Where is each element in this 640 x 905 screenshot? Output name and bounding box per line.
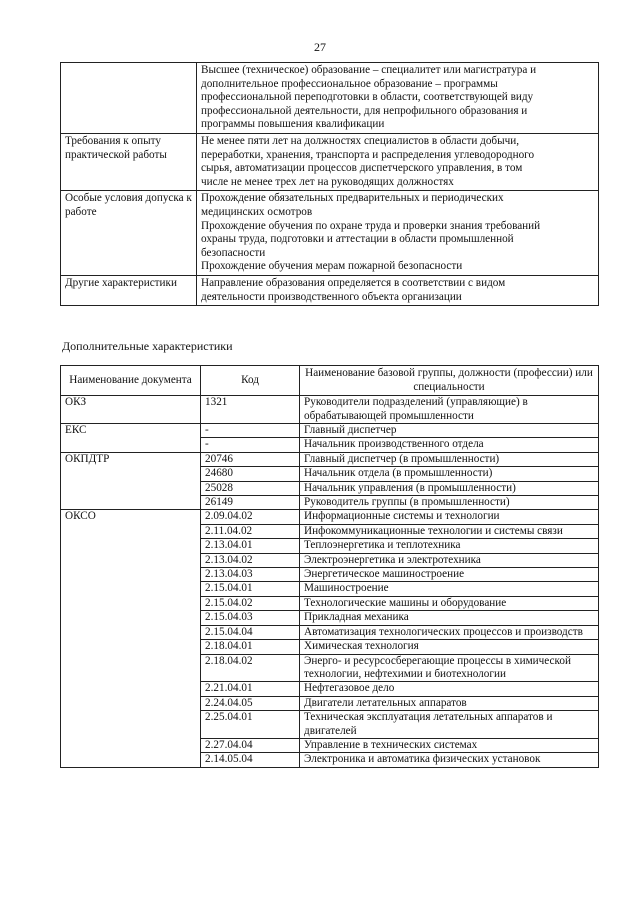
name-cell: Инфокоммуникационные технологии и системы связи (300, 524, 599, 538)
code-cell: 2.21.04.01 (201, 682, 300, 696)
name-cell: Главный диспетчер (300, 424, 599, 438)
name-cell: Руководитель группы (в промышленности) (300, 496, 599, 510)
requirement-label: Другие характеристики (61, 275, 197, 305)
requirement-label: Требования к опыту практической работы (61, 133, 197, 190)
table-row (61, 510, 599, 524)
name-cell: Двигатели летательных аппаратов (300, 696, 599, 710)
requirement-line: Прохождение обучения по охране труда и проверки знания требований (201, 219, 541, 232)
name-cell: Нефтегазовое дело (300, 682, 599, 696)
section-heading: Дополнительные характеристики (62, 339, 233, 353)
code-cell: 2.25.04.01 (201, 711, 300, 739)
code-cell: 2.14.05.04 (201, 753, 300, 767)
code-cell: 2.15.04.01 (201, 582, 300, 596)
name-cell: Химическая технология (300, 640, 599, 654)
name-cell: Машиностроение (300, 582, 599, 596)
requirement-value (197, 191, 599, 276)
name-cell: Энергетическое машиностроение (300, 568, 599, 582)
additional-characteristics-table (60, 365, 599, 768)
requirement-line: охраны труда, подготовки и аттестации в области промышленной (201, 233, 514, 246)
name-cell: Руководители подразделений (управляющие) в обрабатывающей промышленности (300, 396, 599, 424)
table-row (61, 452, 599, 466)
code-cell: 2.13.04.01 (201, 539, 300, 553)
name-cell: Техническая эксплуатация летательных аппаратов и двигателей (300, 711, 599, 739)
code-cell: 25028 (201, 481, 300, 495)
code-cell: 2.18.04.01 (201, 640, 300, 654)
requirement-line: медицинских осмотров (201, 205, 313, 218)
page-number: 27 (314, 40, 326, 54)
code-cell: - (201, 424, 300, 438)
name-cell: Энерго- и ресурсосберегающие процессы в химической технологии, нефтехимии и биотехнологии (300, 654, 599, 682)
name-cell: Электроника и автоматика физических установок (300, 753, 599, 767)
name-cell: Управление в технических системах (300, 738, 599, 752)
requirement-row (61, 275, 599, 305)
document-name-cell: ОКСО (61, 510, 201, 767)
name-cell: Информационные системы и технологии (300, 510, 599, 524)
header-code: Код (201, 366, 300, 396)
requirement-line: дополнительное профессиональное образование – программы (201, 77, 498, 90)
requirements-table (60, 62, 599, 306)
requirement-line: переработки, хранения, транспорта и распределения углеводородного (201, 148, 535, 161)
requirement-line: сырья, автоматизации процессов диспетчерского управления, в том (201, 162, 523, 175)
header-row (61, 366, 599, 396)
requirement-line: Прохождение обучения мерам пожарной безопасности (201, 260, 463, 273)
requirement-row (61, 63, 599, 134)
name-cell: Начальник отдела (в промышленности) (300, 467, 599, 481)
document-name-cell: ОКПДТР (61, 452, 201, 510)
code-cell: - (201, 438, 300, 452)
requirement-value (197, 63, 599, 134)
requirement-line: деятельности производственного объекта организации (201, 290, 462, 303)
name-cell: Электроэнергетика и электротехника (300, 553, 599, 567)
requirement-label: Особые условия допуска к работе (61, 191, 197, 276)
code-cell: 2.15.04.02 (201, 596, 300, 610)
code-cell: 2.13.04.02 (201, 553, 300, 567)
document-name-cell: ЕКС (61, 424, 201, 453)
header-name: Наименование базовой группы, должности (профессии) или специальности (300, 366, 599, 396)
code-cell: 2.15.04.03 (201, 611, 300, 625)
requirement-line: Не менее пяти лет на должностях специалистов в области добычи, (201, 134, 520, 147)
code-cell: 2.11.04.02 (201, 524, 300, 538)
name-cell: Теплоэнергетика и теплотехника (300, 539, 599, 553)
requirement-row (61, 133, 599, 190)
code-cell: 2.13.04.03 (201, 568, 300, 582)
document-name-cell: ОКЗ (61, 396, 201, 424)
name-cell: Начальник производственного отдела (300, 438, 599, 452)
name-cell: Начальник управления (в промышленности) (300, 481, 599, 495)
code-cell: 20746 (201, 452, 300, 466)
requirement-line: Прохождение обязательных предварительных и периодических (201, 192, 504, 205)
code-cell: 1321 (201, 396, 300, 424)
code-cell: 2.09.04.02 (201, 510, 300, 524)
requirement-line: Направление образования определяется в соответствии с видом (201, 276, 506, 289)
requirement-line: числе не менее трех лет на руководящих должностях (201, 175, 454, 188)
code-cell: 2.15.04.04 (201, 625, 300, 639)
header-doc: Наименование документа (61, 366, 201, 396)
name-cell: Прикладная механика (300, 611, 599, 625)
name-cell: Технологические машины и оборудование (300, 596, 599, 610)
name-cell: Автоматизация технологических процессов и производств (300, 625, 599, 639)
table-row (61, 396, 599, 424)
code-cell: 26149 (201, 496, 300, 510)
code-cell: 2.27.04.04 (201, 738, 300, 752)
code-cell: 2.24.04.05 (201, 696, 300, 710)
code-cell: 2.18.04.02 (201, 654, 300, 682)
requirement-value (197, 133, 599, 190)
requirement-line: Высшее (техническое) образование – специалитет или магистратура и (201, 64, 537, 76)
requirement-line: безопасности (201, 246, 266, 259)
code-cell: 24680 (201, 467, 300, 481)
requirement-line: программы повышения квалификации (201, 118, 385, 131)
requirement-line: профессиональной переподготовки в области, соответствующей виду (201, 91, 534, 104)
table-row (61, 424, 599, 438)
name-cell: Главный диспетчер (в промышленности) (300, 452, 599, 466)
requirement-line: профессиональной деятельности, для непрофильного образования и (201, 104, 528, 117)
requirement-value (197, 275, 599, 305)
requirement-label (61, 63, 197, 134)
requirement-row (61, 191, 599, 276)
